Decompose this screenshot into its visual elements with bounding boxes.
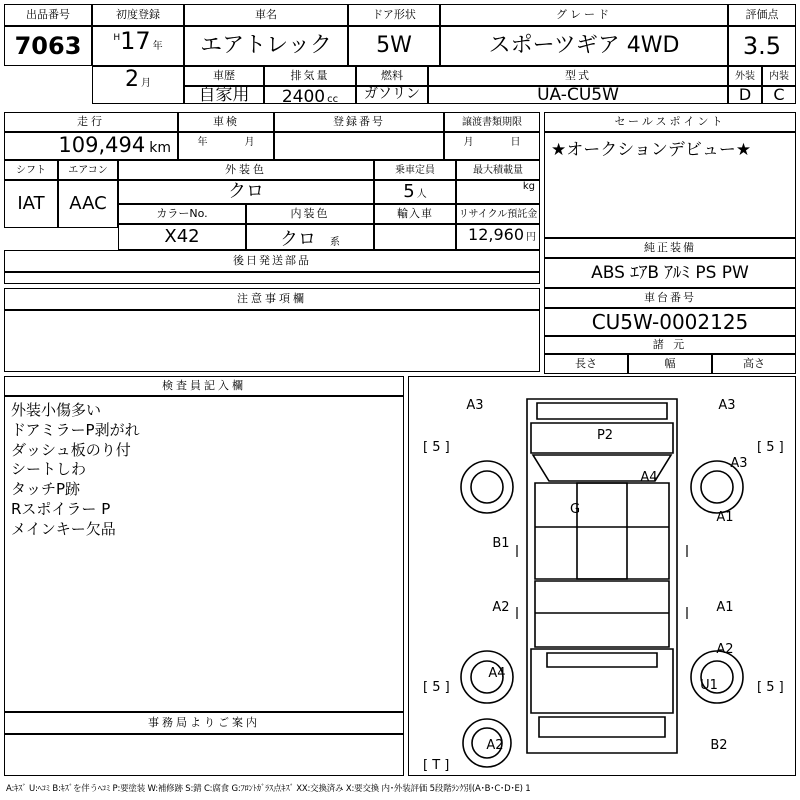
- capacity-value-box: [374, 180, 456, 204]
- car-diagram-svg: [409, 377, 795, 775]
- shift-value: IAT: [17, 193, 45, 215]
- recycle-label: リサイクル預託金: [456, 204, 540, 224]
- inspector-note: メインキー欠品: [11, 519, 116, 538]
- inspection-label: 車検: [178, 112, 274, 132]
- first-reg-year: 17: [120, 27, 151, 55]
- inspector-title: 検査員記入欄: [4, 376, 404, 396]
- door-shape-label: ドア形状: [348, 4, 440, 26]
- recycle-value: 12,960: [468, 225, 524, 244]
- first-reg-month-unit: 月: [141, 78, 151, 89]
- length-label: 長さ: [544, 354, 628, 374]
- mileage-value-box: [4, 132, 178, 160]
- grade-value-box: [440, 26, 728, 66]
- mark-A1-bottom: A1: [716, 600, 734, 615]
- mark-bracket-5-bottom-left: [ 5 ]: [423, 680, 450, 695]
- first-reg-value-box: [92, 26, 184, 66]
- sales-point-box: [544, 132, 796, 238]
- model-code-value: UA-CU5W: [537, 84, 619, 105]
- caution-label: 注意事項欄: [4, 288, 540, 310]
- chassis-box: [544, 308, 796, 336]
- later-parts-label: 後日発送部品: [4, 250, 540, 272]
- equipment-value: ABS ｴｱB ｱﾙﾐ PS PW: [591, 262, 749, 283]
- transfer-deadline-value-box: [444, 132, 540, 160]
- car-damage-diagram: [408, 376, 796, 776]
- history-label: 車歴: [184, 66, 264, 86]
- inspector-note: ドアミラーP剥がれ: [11, 420, 140, 439]
- mark-A4-top: A4: [640, 470, 658, 485]
- door-shape-value-box: [348, 26, 440, 66]
- shift-label: シフト: [4, 160, 58, 180]
- mark-A3-fr: A3: [718, 398, 736, 413]
- first-reg-year-unit: 年: [152, 41, 163, 52]
- caution-value-box: [4, 310, 540, 372]
- shift-value-box: [4, 180, 58, 228]
- office-body: [5, 735, 403, 743]
- import-label: 輸入車: [374, 204, 456, 224]
- history-value: 自家用: [198, 84, 250, 105]
- inspector-note: 外装小傷多い: [11, 401, 102, 419]
- exterior-grade-label: 外装: [728, 66, 762, 86]
- car-name-value: エアトレック: [200, 32, 332, 58]
- fuel-label: 燃料: [356, 66, 428, 86]
- grade-value: スポーツギア 4WD: [488, 32, 680, 58]
- transfer-month-unit: 月: [463, 137, 474, 148]
- ac-label: エアコン: [58, 160, 118, 180]
- color-no-label: カラーNo.: [118, 204, 246, 224]
- later-parts-value-box: [4, 272, 540, 284]
- mark-U1: U1: [700, 678, 718, 693]
- score-label: 評価点: [728, 4, 796, 26]
- interior-grade-label: 内装: [762, 66, 796, 86]
- mark-A2-rear: A2: [486, 738, 504, 753]
- mileage-unit: km: [149, 140, 171, 156]
- int-color-value-box: [246, 224, 374, 250]
- displacement-label: 排気量: [264, 66, 356, 86]
- mark-bracket-5-left: [ 5 ]: [423, 440, 450, 455]
- exhibit-no-value: 7063: [14, 31, 82, 60]
- dimensions-label: 諸 元: [544, 336, 796, 354]
- first-reg-month: 2: [125, 67, 139, 92]
- inspection-year-unit: 年: [197, 137, 208, 148]
- score-value-box: [728, 26, 796, 66]
- inspector-note: Rスポイラー P: [11, 499, 111, 518]
- history-value-box: [184, 86, 264, 104]
- fuel-value-box: [356, 86, 428, 104]
- mark-A2-left: A2: [492, 600, 510, 615]
- color-no-value-box: [118, 224, 246, 250]
- height-label: 高さ: [712, 354, 796, 374]
- width-label: 幅: [628, 354, 712, 374]
- displacement-value-box: [264, 86, 356, 107]
- int-color-value: クロ: [280, 229, 316, 250]
- ext-color-value: クロ: [228, 181, 264, 203]
- mark-A3-right: A3: [730, 456, 748, 471]
- inspector-notes-box: [4, 396, 404, 712]
- score-value: 3.5: [742, 31, 782, 60]
- inspector-note: ダッシュ板のり付: [11, 440, 131, 459]
- capacity-label: 乗車定員: [374, 160, 456, 180]
- int-color-suffix: 系: [330, 237, 340, 248]
- inspector-note: シートしわ: [11, 460, 87, 479]
- int-color-label: 内装色: [246, 204, 374, 224]
- transfer-deadline-label: 譲渡書類期限: [444, 112, 540, 132]
- import-value: [375, 225, 455, 249]
- capacity-value: 5: [403, 181, 415, 202]
- mark-bracket-T: [ T ]: [423, 758, 450, 773]
- mark-A4-bottom: A4: [488, 666, 506, 681]
- mark-A2-right: A2: [716, 642, 734, 657]
- displacement-unit: cc: [327, 94, 339, 105]
- mark-A3-fl: A3: [466, 398, 484, 413]
- first-reg-era: H: [113, 33, 121, 43]
- color-no-value: X42: [164, 226, 200, 248]
- model-code-value-box: [428, 86, 728, 104]
- first-reg-month-box: [92, 66, 184, 104]
- sales-point-label: セールスポイント: [544, 112, 796, 132]
- max-load-value-box: [456, 180, 540, 204]
- ac-value: AAC: [69, 193, 107, 215]
- max-load-label: 最大積載量: [456, 160, 540, 180]
- ext-color-label: 外装色: [118, 160, 374, 180]
- exhibit-no-label: 出品番号: [4, 4, 92, 26]
- recycle-value-box: [456, 224, 540, 250]
- mark-bracket-5-right: [ 5 ]: [757, 440, 784, 455]
- door-shape-value: 5W: [376, 32, 412, 58]
- inspector-note: タッチP跡: [11, 480, 81, 499]
- exhibit-no-value-box: [4, 26, 92, 66]
- mileage-label: 走行: [4, 112, 178, 132]
- inspection-month-unit: 月: [244, 137, 255, 148]
- first-reg-label: 初度登録: [92, 4, 184, 26]
- mileage-value: 109,494: [58, 133, 146, 157]
- chassis-label: 車台番号: [544, 288, 796, 308]
- exterior-grade-value-box: [728, 86, 762, 104]
- equipment-label: 純正装備: [544, 238, 796, 258]
- ext-color-value-box: [118, 180, 374, 204]
- sales-point-value: ★オークションデビュー★: [551, 139, 752, 160]
- mark-A1-top: A1: [716, 510, 734, 525]
- interior-grade-value: C: [773, 85, 785, 105]
- inspection-value-box: [178, 132, 274, 160]
- car-name-value-box: [184, 26, 348, 66]
- import-value-box: [374, 224, 456, 250]
- model-code-label: 型式: [428, 66, 728, 86]
- mark-B2: B2: [710, 738, 728, 753]
- registration-label: 登録番号: [274, 112, 444, 132]
- max-load-unit: kg: [522, 181, 535, 192]
- legend-footer: A:ｷｽﾞ U:ﾍｺﾐ B:ｷｽﾞを伴うﾍｺﾐ P:要塗装 W:補修跡 S:錆 C:腐食 G:ﾌﾛﾝﾄｶﾞﾗｽ点ｷｽﾞ XX:交換済み X:要交換 内･外装評価 5段階ﾗﾝｸ別(A･B･C･D･E) 1: [6, 784, 531, 794]
- exterior-grade-value: D: [738, 85, 752, 105]
- capacity-unit: 人: [416, 189, 427, 200]
- transfer-day-unit: 日: [510, 137, 521, 148]
- inspector-notes-list: [5, 397, 403, 544]
- recycle-unit: 円: [526, 232, 536, 243]
- displacement-value: 2400: [281, 87, 326, 107]
- office-title: 事務局よりご案内: [4, 712, 404, 734]
- registration-value-box: [274, 132, 444, 160]
- registration-value: [275, 133, 443, 159]
- chassis-value: CU5W-0002125: [591, 310, 749, 334]
- ac-value-box: [58, 180, 118, 228]
- mark-B1: B1: [492, 536, 510, 551]
- mark-bracket-5-bottom-right: [ 5 ]: [757, 680, 784, 695]
- office-body-box: [4, 734, 404, 776]
- fuel-value: ガソリン: [364, 86, 420, 103]
- car-name-label: 車名: [184, 4, 348, 26]
- interior-grade-value-box: [762, 86, 796, 104]
- mark-P2: P2: [596, 428, 614, 443]
- mark-G: G: [569, 502, 581, 517]
- grade-label: グレード: [440, 4, 728, 26]
- equipment-box: [544, 258, 796, 288]
